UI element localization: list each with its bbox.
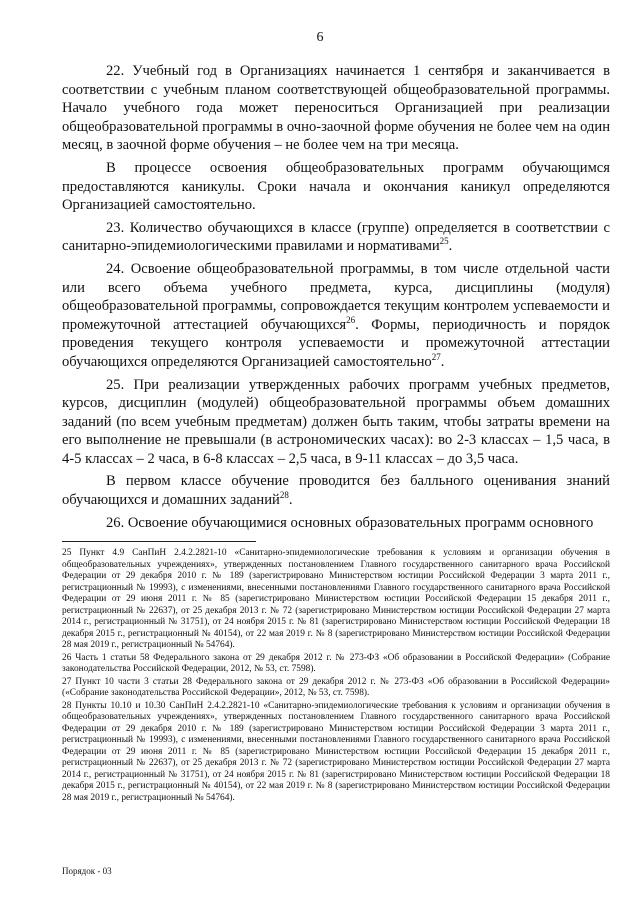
paragraph-22-holidays-text: В процессе освоения общеобразовательных программ обучающимся предоставляются каникулы. Сроки начала и окончания каникул определяются Организацией самостоятельно. (62, 159, 610, 214)
footnote-ref-26: 26 (346, 314, 356, 325)
paragraph-22 (62, 62, 610, 155)
paragraph-25-first-class-end: . (288, 492, 293, 509)
paragraph-25-text: 25. При реализации утвержденных рабочих программ учебных предметов, курсов, дисциплин (модулей) общеобразовательной программы объем домашних заданий (по всем учебным предметам) должен быть таким, чтобы затраты времени на его выполнение не превышали (в астрономических часах): во 2-3 классах – 1,5 часа, в 4-5 классах – 2 часа, в 6-8 классах – 2,5 часа, в 9-11 классах – до 3,5 часа. (62, 376, 610, 467)
footnote-28: 28 Пункты 10.10 и 10.30 СанПиН 2.4.2.2821-10 «Санитарно-эпидемиологические требования к условиям и организации обучения в общеобразовательных учреждениях», утвержденных постановлением Главного государственного санитарного врача Российской Федерации от 29 декабря 2010 г. № 189 (зарегистрировано Министерством юстиции Российской Федерации 3 марта 2011 г., регистрационный № 19993), с изменениями, внесенными постановлениями Главного государственного санитарного врача Российской Федерации от 29 июня 2011 г. № 85 (зарегистрировано Министерством юстиции Российской Федерации 15 декабря 2011 г., регистрационный № 22637), от 25 декабря 2013 г. № 72 (зарегистрировано Министерством юстиции Российской Федерации 27 марта 2014 г., регистрационный № 31751), от 24 ноября 2015 г. № 81 (зарегистрировано Министерством юстиции Российской Федерации 18 декабря 2015 г., регистрационный № 40154), от 22 мая 2019 г. № 8 (зарегистрировано Министерством юстиции Российской Федерации 28 мая 2019 г., регистрационный № 54764). (62, 700, 610, 803)
footnote-27: 27 Пункт 10 части 3 статьи 28 Федерального закона от 29 декабря 2012 г. № 273-ФЗ «Об образовании в Российской Федерации» («Собрание законодательства Российской Федерации», 2012, № 53, ст. 7598). (62, 676, 610, 698)
paragraph-24-text-a: 24. Освоение общеобразовательной программы, в том числе отдельной части или всего объема учебного предмета, курса, дисциплины (модуля) общеобразовательной программы, сопровождается текущим контролем успеваемости и промежуточной аттестацией обучающихся (62, 260, 610, 333)
paragraph-24-text-b: . Формы, периодичность и порядок проведения текущего контроля успеваемости и промежуточной аттестации обучающихся определяются Организацией самостоятельно (62, 316, 610, 370)
main-text (62, 62, 610, 536)
paragraph-23-text: 23. Количество обучающихся в классе (группе) определяется в соответствии с санитарно-эпидемиологическими правилами и нормативами (62, 219, 610, 255)
paragraph-26 (62, 514, 610, 533)
paragraph-24 (62, 260, 610, 372)
page-footer: Порядок - 03 (62, 866, 112, 876)
footnotes (62, 548, 610, 805)
paragraph-25 (62, 376, 610, 469)
paragraph-25-first-class (62, 472, 610, 509)
paragraph-22-holidays (62, 159, 610, 215)
paragraph-26-text: 26. Освоение обучающимися основных образовательных программ основного (106, 514, 594, 531)
paragraph-22-text: 22. Учебный год в Организациях начинается 1 сентября и заканчивается в соответствии с учебным планом соответствующей общеобразовательной программы. Начало учебного года может переноситься Организацией при реализации общеобразовательной программы в очно-заочной форме обучения не более чем на один месяц, в заочной форме обучения – не более чем на три месяца. (62, 63, 610, 154)
paragraph-23 (62, 219, 610, 256)
paragraph-25-first-class-text: В первом классе обучение проводится без балльного оценивания знаний обучающихся и домашних заданий (62, 473, 610, 509)
footnote-ref-25: 25 (439, 236, 449, 247)
footnote-divider (62, 541, 256, 542)
footnote-26: 26 Часть 1 статьи 58 Федерального закона от 29 декабря 2012 г. № 273-ФЗ «Об образовании в Российской Федерации» (Собрание законодательства Российской Федерации, 2012, № 53, ст. 7598). (62, 652, 610, 674)
page-number: 6 (316, 30, 324, 45)
footnote-ref-28: 28 (279, 490, 289, 501)
paragraph-23-end: . (448, 238, 453, 255)
paragraph-24-end: . (440, 353, 445, 370)
footnote-ref-27: 27 (431, 352, 441, 363)
footnote-25: 25 Пункт 4.9 СанПиН 2.4.2.2821-10 «Санитарно-эпидемиологические требования к условиям и организации обучения в общеобразовательных учреждениях», утвержденных постановлением Главного государственного санитарного врача Российской Федерации от 29 декабря 2010 г. № 189 (зарегистрировано Министерством юстиции Российской Федерации 3 марта 2011 г., регистрационный № 19993), с изменениями, внесенными постановлениями Главного государственного санитарного врача Российской Федерации от 29 июня 2011 г. № 85 (зарегистрировано Министерством юстиции Российской Федерации 15 декабря 2011 г., регистрационный № 22637), от 25 декабря 2013 г. № 72 (зарегистрировано Министерством юстиции Российской Федерации 27 марта 2014 г., регистрационный № 31751), от 24 ноября 2015 г. № 81 (зарегистрировано Министерством юстиции Российской Федерации 18 декабря 2015 г., регистрационный № 40154), от 22 мая 2019 г. № 8 (зарегистрировано Министерством юстиции Российской Федерации 28 мая 2019 г., регистрационный № 54764). (62, 548, 610, 650)
